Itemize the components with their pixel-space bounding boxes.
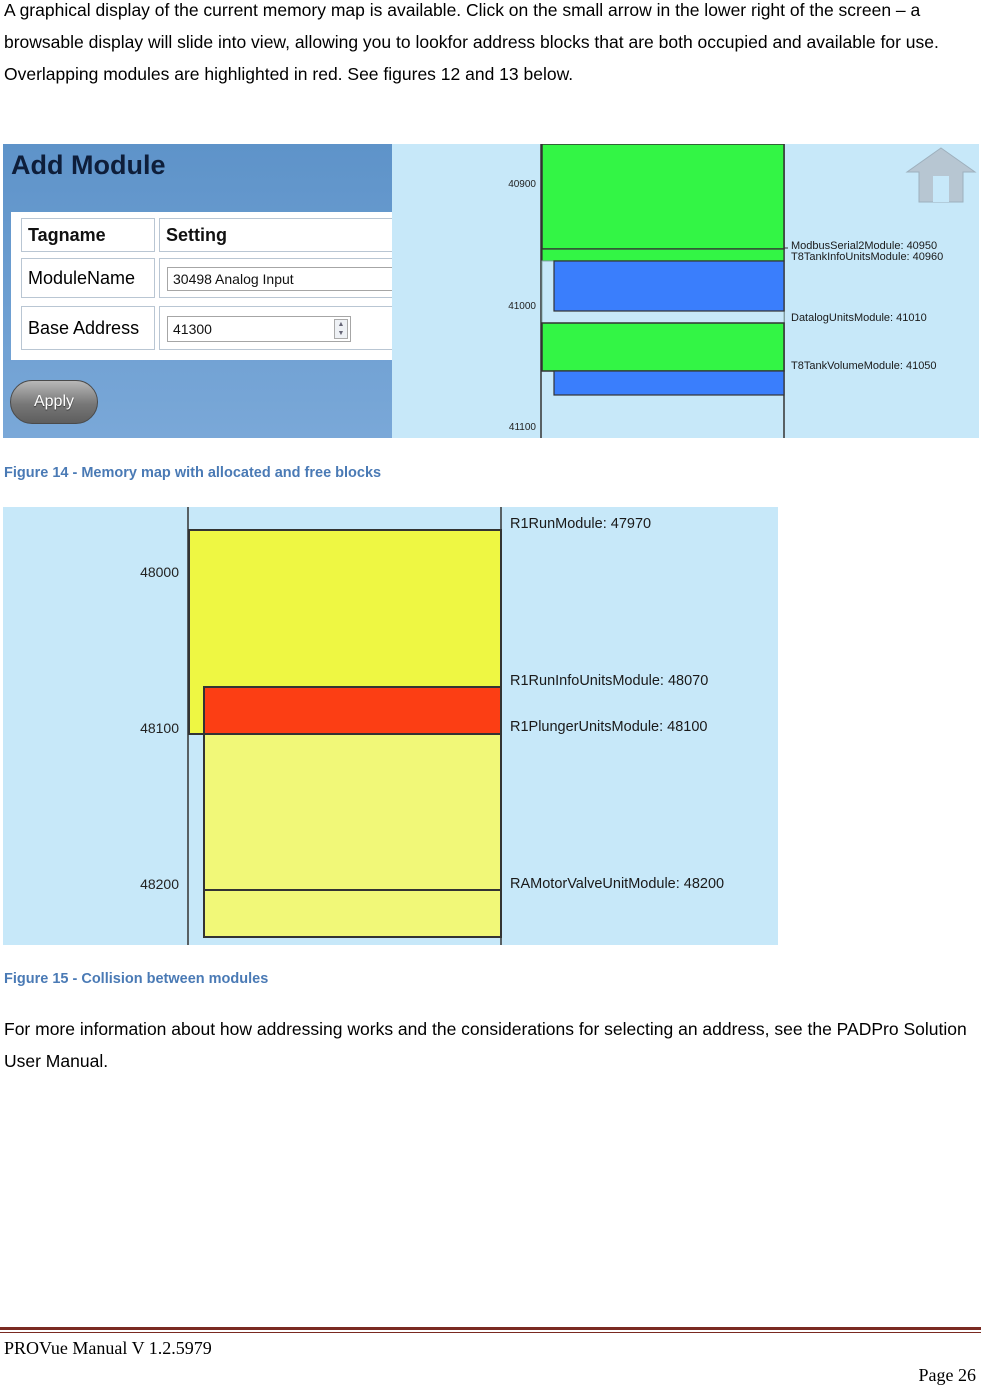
axis-label-40900: 40900 <box>508 179 536 190</box>
apply-button[interactable]: Apply <box>10 380 98 424</box>
base-address-label: Base Address <box>21 306 155 350</box>
tagname-header: Tagname <box>21 218 155 252</box>
block-ra-motor-valve-unit <box>204 890 501 937</box>
axis-label-41100: 41100 <box>508 422 536 433</box>
figure-14-memory-map-screenshot <box>3 144 979 438</box>
block-t8-tank-volume <box>542 323 784 371</box>
axis-label-41000: 41000 <box>508 301 536 312</box>
memory-map-graphic <box>392 144 979 438</box>
module-label-t8-tank-info-units: T8TankInfoUnitsModule: 40960 <box>791 251 944 263</box>
module-name-input[interactable]: 30498 Analog Input <box>167 267 407 291</box>
figure-15-caption: Figure 15 - Collision between modules <box>4 971 269 987</box>
outro-paragraph: For more information about how addressing works and the considerations for selecting an address, see the PADPro Solution User Manual. <box>4 1019 967 1071</box>
module-label-r1-run: R1RunModule: 47970 <box>510 516 652 532</box>
footer-rule-thin <box>0 1332 981 1333</box>
base-address-value: 41300 <box>173 321 212 337</box>
block-t8-tank-info-units <box>542 249 784 261</box>
footer-page-number: Page 26 <box>918 1365 976 1385</box>
up-arrow-icon[interactable] <box>903 144 979 206</box>
intro-paragraph: A graphical display of the current memory map is available. Click on the small arrow in the lower right of the screen – a browsable display will slide into view, allowing you to lookfor address blocks that are both occupied and available for use. Overlapping modules are highlighted in red. See figures 12 and 13 below. <box>4 0 939 84</box>
footer-manual-title: PROVue Manual V 1.2.5979 <box>4 1338 212 1358</box>
module-label-datalog-units: DatalogUnitsModule: 41010 <box>791 312 927 324</box>
spinner-arrows-icon[interactable]: ▲ ▼ <box>334 319 348 339</box>
axis-label-48100: 48100 <box>140 720 179 736</box>
add-module-title: Add Module <box>11 150 166 180</box>
block-datalog-units <box>554 261 784 311</box>
setting-header: Setting <box>159 218 399 252</box>
block-t8-tank-volume-tail <box>554 371 784 395</box>
base-address-cell <box>159 306 399 350</box>
block-modbus-serial2 <box>542 144 784 249</box>
module-label-r1-run-info-units: R1RunInfoUnitsModule: 48070 <box>510 673 709 689</box>
add-module-panel <box>3 144 392 438</box>
figure-14-caption: Figure 14 - Memory map with allocated and free blocks <box>4 465 382 481</box>
module-label-modbus-serial2: ModbusSerial2Module: 40950 <box>791 240 938 252</box>
block-r1-plunger-units <box>204 734 501 890</box>
axis-label-48200: 48200 <box>140 876 179 892</box>
base-address-input[interactable] <box>167 316 351 342</box>
module-label-ra-motor-valve-unit: RAMotorValveUnitModule: 48200 <box>510 876 725 892</box>
axis-label-48000: 48000 <box>140 564 179 580</box>
block-collision-r1-run-info-units <box>204 687 501 734</box>
memory-map-view <box>392 144 979 438</box>
module-name-label: ModuleName <box>21 258 155 298</box>
add-module-table <box>11 212 392 360</box>
module-label-t8-tank-volume: T8TankVolumeModule: 41050 <box>791 360 937 372</box>
module-label-r1-plunger-units: R1PlungerUnitsModule: 48100 <box>510 719 708 735</box>
module-name-cell <box>159 258 399 298</box>
figure-15-collision-screenshot <box>3 507 778 945</box>
footer-rule-thick <box>0 1327 981 1330</box>
